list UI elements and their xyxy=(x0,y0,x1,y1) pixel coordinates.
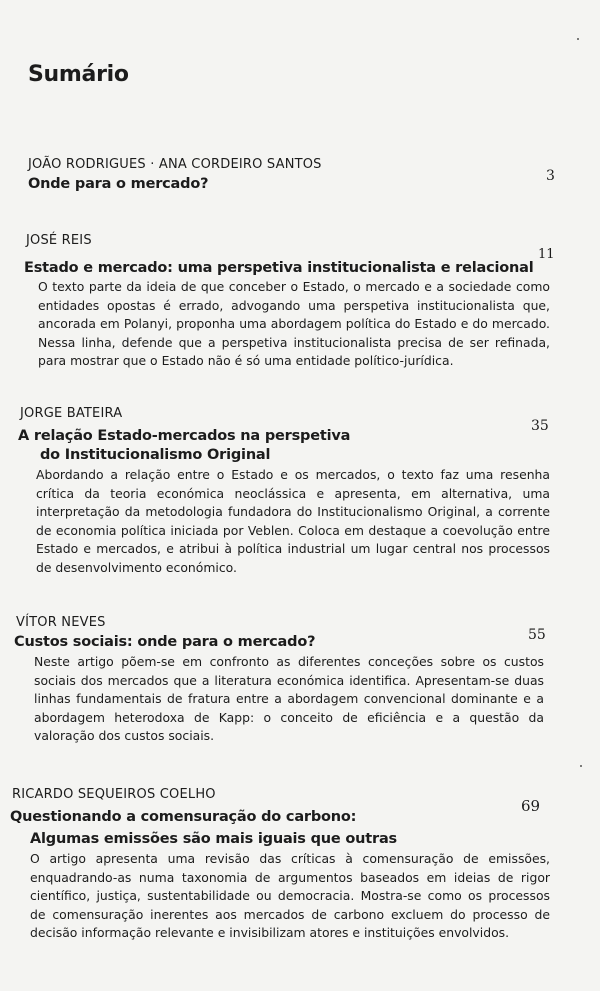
entry-abstract: Abordando a relação entre o Estado e os mercados, o texto faz uma resenha crítica da teoria económica neoclássica e apresenta, em alternativa, uma interpretação da metodologia fundadora do Institucionalismo Original, a corrente de economia política iniciada por Veblen. Coloca em destaque a coevolução entre Estado e mercados, e atribui à política industrial um lugar central nos processos de desenvolvimento económico. xyxy=(36,467,550,575)
print-speck xyxy=(577,38,579,40)
entry-page-number: 35 xyxy=(531,418,549,434)
entry-title-line2: Algumas emissões são mais iguais que outras xyxy=(30,831,397,847)
entry-title-line1: Questionando a comensuração do carbono: xyxy=(10,809,357,825)
entry-page-number: 3 xyxy=(546,168,555,184)
entry-title[interactable]: Estado e mercado: uma perspetiva institucionalista e relacional xyxy=(24,260,534,276)
entry-abstract: Neste artigo põem-se em confronto as diferentes conceções sobre os custos sociais dos mercados que a literatura económica identifica. Apresentam-se duas linhas fundamentais de fratura entre a abordagem convencional dominante e a abordagem heterodoxa de Kapp: o conceito de eficiência e a questão da valoração dos custos sociais. xyxy=(34,654,544,744)
entry-page-number: 69 xyxy=(521,797,541,815)
entry-page-number: 55 xyxy=(528,627,546,643)
entry-author: VÍTOR NEVES xyxy=(16,615,106,630)
entry-abstract: O texto parte da ideia de que conceber o Estado, o mercado e a sociedade como entidades opostas é errado, advogando uma perspetiva institucionalista que, ancorada em Polanyi, proponha uma abordagem política do Estado e do mercado. Nessa linha, defende que a perspetiva institucionalista precisa de ser refinada, para mostrar que o Estado não é só uma entidade político-jurídica. xyxy=(38,279,550,369)
entry-page-number: 11 xyxy=(538,247,555,262)
entry-author: JOSÉ REIS xyxy=(26,233,92,248)
entry-abstract: O artigo apresenta uma revisão das críticas à comensuração de emissões, enquadrando-as numa taxonomia de argumentos baseados em ideias de rigor científico, justiça, sustentabilidade ou democracia. Mostra-se como os processos de comensuração inerentes aos mercados de carbono excluem do processo de decisão informação relevante e invisibilizam atores e instituições envolvidos. xyxy=(30,851,550,941)
entry-title[interactable]: Onde para o mercado? xyxy=(28,176,209,192)
entry-author: RICARDO SEQUEIROS COELHO xyxy=(12,787,216,802)
entry-title[interactable]: Custos sociais: onde para o mercado? xyxy=(14,634,316,650)
entry-author: JOÃO RODRIGUES · ANA CORDEIRO SANTOS xyxy=(28,157,322,172)
page-title: Sumário xyxy=(28,62,129,87)
entry-title[interactable] xyxy=(10,806,397,850)
entry-title-line1: A relação Estado-mercados na perspetiva xyxy=(18,428,351,444)
entry-title[interactable] xyxy=(18,427,350,465)
entry-title-line2: do Institucionalismo Original xyxy=(40,447,271,463)
entry-author: JORGE BATEIRA xyxy=(20,406,123,421)
print-speck xyxy=(580,765,582,767)
